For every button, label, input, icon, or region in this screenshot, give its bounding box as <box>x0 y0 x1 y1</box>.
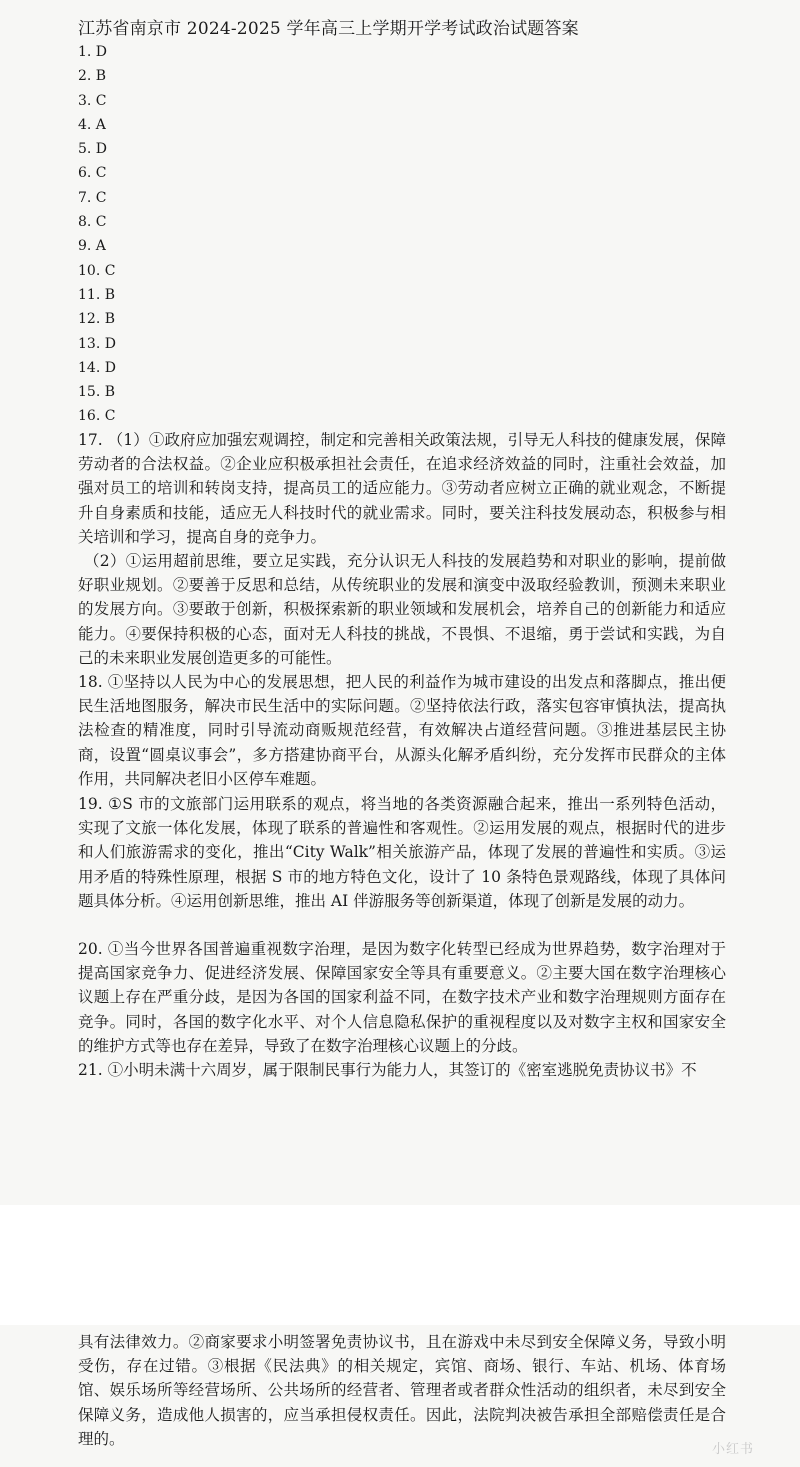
choice-answer: 6. C <box>78 165 107 182</box>
answer-18: 18. ①坚持以人民为中心的发展思想，把人民的利益作为城市建设的出发点和落脚点，推出便民生活地图服务，解决市民生活中的实际问题。②坚持依法行政，落实包容审慎执法，提高执法检查的精准度，同时引导流动商贩规范经营，有效解决占道经营问题。③推进基层民主协商，设置“圆桌议事会”，多方搭建协商平台，从源头化解矛盾纠纷，充分发挥市民群众的主体作用，共同解决老旧小区停车难题。 <box>78 673 726 788</box>
answer-page-bottom <box>0 1325 800 1467</box>
answer-17-part-1: 17. （1）①政府应加强宏观调控，制定和完善相关政策法规，引导无人科技的健康发展，保障劳动者的合法权益。②企业应积极承担社会责任，在追求经济效益的同时，注重社会效益，加强对员工的培训和转岗支持，提高员工的适应能力。③劳动者应树立正确的就业观念，不断提升自身素质和技能，适应无人科技时代的就业需求。同时，要关注科技发展动态，积极参与相关培训和学习，提高自身的竞争力。 <box>78 431 726 546</box>
choice-answer: 13. D <box>78 335 116 352</box>
page-gap <box>0 1205 800 1325</box>
document-title: 江苏省南京市 2024-2025 学年高三上学期开学考试政治试题答案 <box>78 19 579 39</box>
choice-answer: 2. B <box>78 68 107 85</box>
choice-answer: 12. B <box>78 311 116 328</box>
choice-answer: 5. D <box>78 141 108 158</box>
watermark-logo: 小红书 <box>712 1442 755 1457</box>
answer-21-start: 21. ①小明未满十六周岁，属于限制民事行为能力人，其签订的《密室逃脱免责协议书》不 <box>78 1061 697 1079</box>
choice-answer: 7. C <box>78 189 107 206</box>
choice-answer: 10. C <box>78 262 116 279</box>
answer-17-part-2: （2）①运用超前思维，要立足实践，充分认识无人科技的发展趋势和对职业的影响，提前做好职业规划。②要善于反思和总结，从传统职业的发展和演变中汲取经验教训，预测未来职业的发展方向。③要敢于创新，积极探索新的职业领域和发展机会，培养自己的创新能力和适应能力。④要保持积极的心态，面对无人科技的挑战，不畏惧、不退缩，勇于尝试和实践，为自己的未来职业发展创造更多的可能性。 <box>78 552 726 667</box>
choice-answer: 11. B <box>78 286 116 303</box>
choice-answer: 8. C <box>78 214 107 231</box>
choice-answer: 9. A <box>78 238 106 255</box>
choice-answer-list <box>78 40 116 429</box>
choice-answer: 14. D <box>78 359 116 376</box>
choice-answer: 1. D <box>78 44 108 60</box>
choice-answer: 15. B <box>78 384 116 401</box>
answer-19: 19. ①S 市的文旅部门运用联系的观点，将当地的各类资源融合起来，推出一系列特色活动，实现了文旅一体化发展，体现了联系的普遍性和客观性。②运用发展的观点，根据时代的进步和人们旅游需求的变化，推出“City Walk”相关旅游产品，体现了发展的普遍性和实质。③运用矛盾的特殊性原理，根据 S 市的地方特色文化，设计了 10 条特色景观路线，体现了具体问题具体分析。④运用创新思维，推出 AI 伴游服务等创新渠道，体现了创新是发展的动力。 <box>78 795 726 910</box>
choice-answer: 3. C <box>78 92 107 109</box>
choice-answer: 4. A <box>78 116 106 133</box>
choice-answer: 16. C <box>78 408 116 425</box>
answer-20: 20. ①当今世界各国普遍重视数字治理，是因为数字化转型已经成为世界趋势，数字治理对于提高国家竞争力、促进经济发展、保障国家安全等具有重要意义。②主要大国在数字治理核心议题上存在严重分歧，是因为各国的国家利益不同，在数字技术产业和数字治理规则方面存在竞争。同时，各国的数字化水平、对个人信息隐私保护的重视程度以及对数字主权和国家安全的维护方式等也存在差异，导致了在数字治理核心议题上的分歧。 <box>78 940 726 1055</box>
answer-21-continued: 具有法律效力。②商家要求小明签署免责协议书，且在游戏中未尽到安全保障义务，导致小明受伤，存在过错。③根据《民法典》的相关规定，宾馆、商场、银行、车站、机场、体育场馆、娱乐场所等经营场所、公共场所的经营者、管理者或者群众性活动的组织者，未尽到安全保障义务，造成他人损害的，应当承担侵权责任。因此，法院判决被告承担全部赔偿责任是合理的。 <box>78 1333 726 1448</box>
